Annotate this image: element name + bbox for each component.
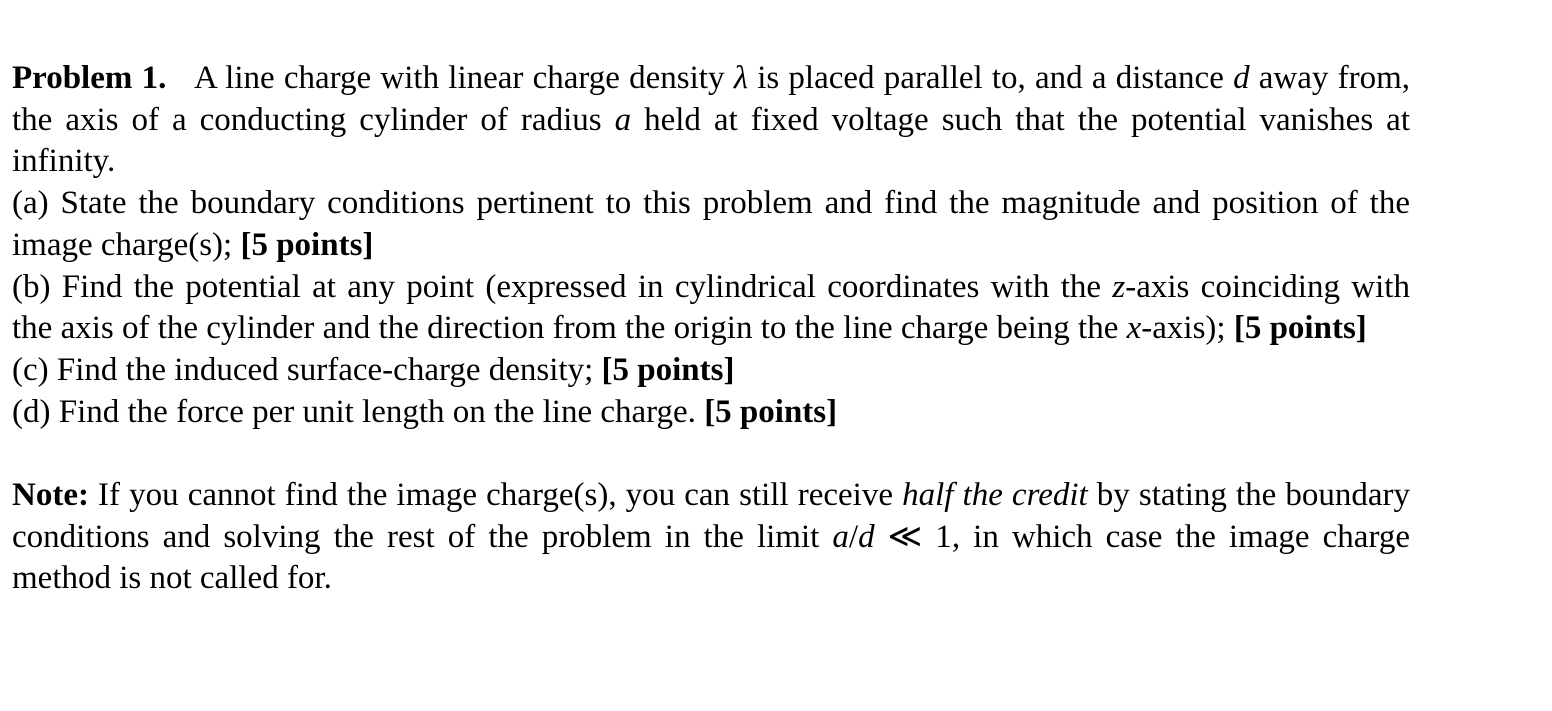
symbol-x: x	[1126, 310, 1142, 347]
intro-text-2: is placed parallel to, and a distance	[748, 60, 1234, 96]
note-text-2: by stating the boundary conditions and solving the rest of the problem in the limit	[12, 477, 1411, 555]
part-b-text-1: (b) Find the potential at any point (expressed in cylindrical coordinates with the	[12, 268, 1113, 305]
part-c-text: (c) Find the induced surface-charge density;	[12, 351, 602, 388]
limit-symbol-a: a	[832, 518, 849, 555]
part-b-points: [5 points]	[1233, 310, 1367, 347]
symbol-d: d	[1233, 60, 1250, 96]
note-text-3: , in which case the image charge method is not called for.	[12, 518, 1410, 597]
problem-label: Problem 1.	[12, 60, 167, 96]
problem-document	[12, 58, 1410, 600]
part-d-points: [5 points]	[704, 393, 838, 430]
symbol-lambda: λ	[733, 60, 748, 96]
part-b-text-3: -axis);	[1141, 310, 1234, 347]
paragraph-gap	[12, 433, 1410, 475]
intro-text-4: held at fixed voltage such that the potential vanishes at infinity.	[12, 101, 1410, 180]
part-a-text: (a) State the boundary conditions pertinent to this problem and find the magnitude and position of the image charge(s);	[12, 185, 1410, 263]
part-c-points: [5 points]	[601, 351, 735, 388]
part-d	[12, 392, 1410, 434]
problem-intro	[12, 58, 1410, 183]
symbol-z: z	[1112, 268, 1126, 305]
note-label: Note:	[12, 477, 89, 514]
note-text-1: If you cannot find the image charge(s), you can still receive	[88, 477, 903, 514]
part-b-text-2: -axis coinciding with the axis of the cylinder and the direction from the origin to the line charge being the	[12, 268, 1410, 347]
part-a	[12, 183, 1410, 266]
note-paragraph	[12, 475, 1410, 600]
part-d-text: (d) Find the force per unit length on the line charge.	[12, 393, 705, 430]
limit-relation: ≪ 1	[874, 518, 952, 555]
symbol-a: a	[614, 101, 632, 138]
limit-slash: /	[848, 518, 859, 555]
intro-text-3: away from, the axis of a conducting cylinder of radius	[12, 60, 1411, 138]
part-c	[12, 350, 1410, 392]
intro-text-1: A line charge with linear charge density	[193, 60, 734, 96]
limit-symbol-d: d	[858, 518, 875, 555]
part-a-points: [5 points]	[240, 226, 374, 263]
part-b	[12, 267, 1410, 350]
note-emphasis: half the credit	[902, 477, 1088, 514]
